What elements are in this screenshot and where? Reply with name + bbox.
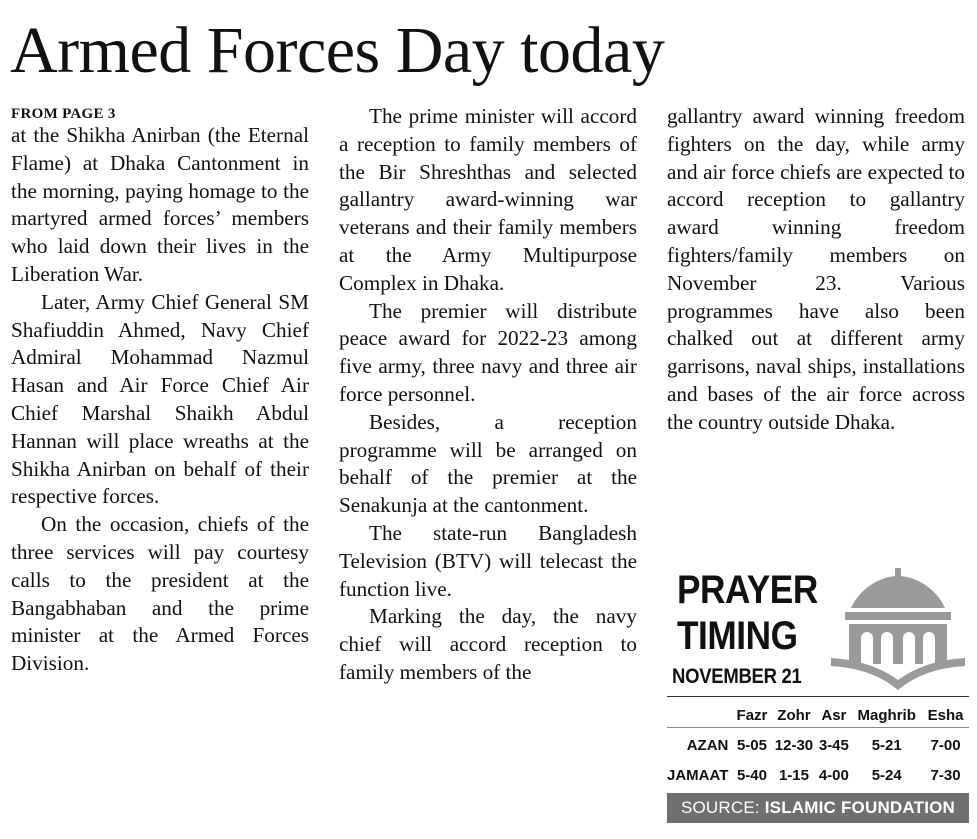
paragraph: The prime minister will accord a reception to family members of the Bir Shreshthas and selected gallantry award-winning war veterans and their family members at the Army Multipurpose Complex in Dhaka.	[339, 104, 637, 295]
prayer-date: NOVEMBER 21	[672, 665, 802, 688]
table-row	[667, 760, 969, 790]
row-label: AZAN	[686, 736, 729, 754]
source-name: ISLAMIC FOUNDATION	[764, 798, 956, 817]
paragraph: Later, Army Chief General SM Shafiuddin Ahmed, Navy Chief Admiral Mohammad Nazmul Hasan and Air Force Chief Air Chief Marshal Shaikh Abdul Hannan will place wreaths at the Shikha Anirban on behalf of their respective forces.	[11, 289, 309, 509]
column-header: Zohr	[777, 706, 811, 724]
paragraph: Marking the day, the navy chief will accord reception to family members of the	[339, 604, 637, 684]
empty-header	[667, 700, 732, 730]
table-header-row	[667, 700, 969, 730]
continuation-kicker: FROM PAGE 3	[11, 106, 116, 122]
row-label: JAMAAT	[667, 766, 729, 784]
paragraph: The state-run Bangladesh Television (BTV) will telecast the function live.	[339, 520, 637, 601]
time-cell: 5-40	[736, 766, 767, 784]
paragraph: at the Shikha Anirban (the Eternal Flame) at Dhaka Cantonment in the morning, paying homage to the martyred armed forces’ members who laid down their lives in the Liberation War.	[11, 123, 309, 286]
article-column-2	[339, 103, 637, 687]
time-cell: 5-05	[736, 736, 767, 754]
column-header: Maghrib	[857, 706, 916, 724]
time-cell: 7-00	[930, 736, 961, 754]
time-cell: 12-30	[774, 736, 814, 754]
time-cell: 1-15	[778, 766, 809, 784]
headline: Armed Forces Day today	[10, 14, 665, 87]
mosque-dome-icon	[831, 568, 965, 690]
prayer-title-line1: PRAYER	[677, 568, 818, 612]
prayer-title-line2: TIMING	[677, 614, 798, 658]
time-cell: 4-00	[818, 766, 849, 784]
article-column-3	[667, 103, 965, 437]
divider	[667, 727, 969, 728]
source-label: SOURCE:	[680, 798, 760, 817]
paragraph: The premier will distribute peace award for 2022-23 among five army, three navy and three air force personnel.	[339, 298, 637, 406]
time-cell: 5-21	[871, 736, 902, 754]
column-header: Esha	[927, 706, 964, 724]
prayer-timing-box	[667, 562, 969, 832]
prayer-times-table	[667, 700, 969, 790]
table-row	[667, 730, 969, 760]
time-cell: 3-45	[818, 736, 849, 754]
divider	[667, 696, 969, 697]
column-header: Fazr	[736, 706, 768, 724]
paragraph: gallantry award winning freedom fighters on the day, while army and air force chiefs are expected to accord reception to gallantry award winning freedom fighters/family members on November 23. Various programmes have also been chalked out at different army garrisons, naval ships, installations and bases of the air force across the country outside Dhaka.	[667, 104, 965, 434]
column-header: Asr	[821, 706, 847, 724]
article-column-1	[11, 103, 309, 678]
time-cell: 5-24	[871, 766, 902, 784]
source-credit	[667, 793, 969, 823]
paragraph: Besides, a reception programme will be arranged on behalf of the premier at the Senakunja at the cantonment.	[339, 409, 637, 518]
paragraph: On the occasion, chiefs of the three services will pay courtesy calls to the president at the Bangabhaban and the prime minister at the Armed Forces Division.	[11, 512, 309, 676]
time-cell: 7-30	[930, 766, 961, 784]
